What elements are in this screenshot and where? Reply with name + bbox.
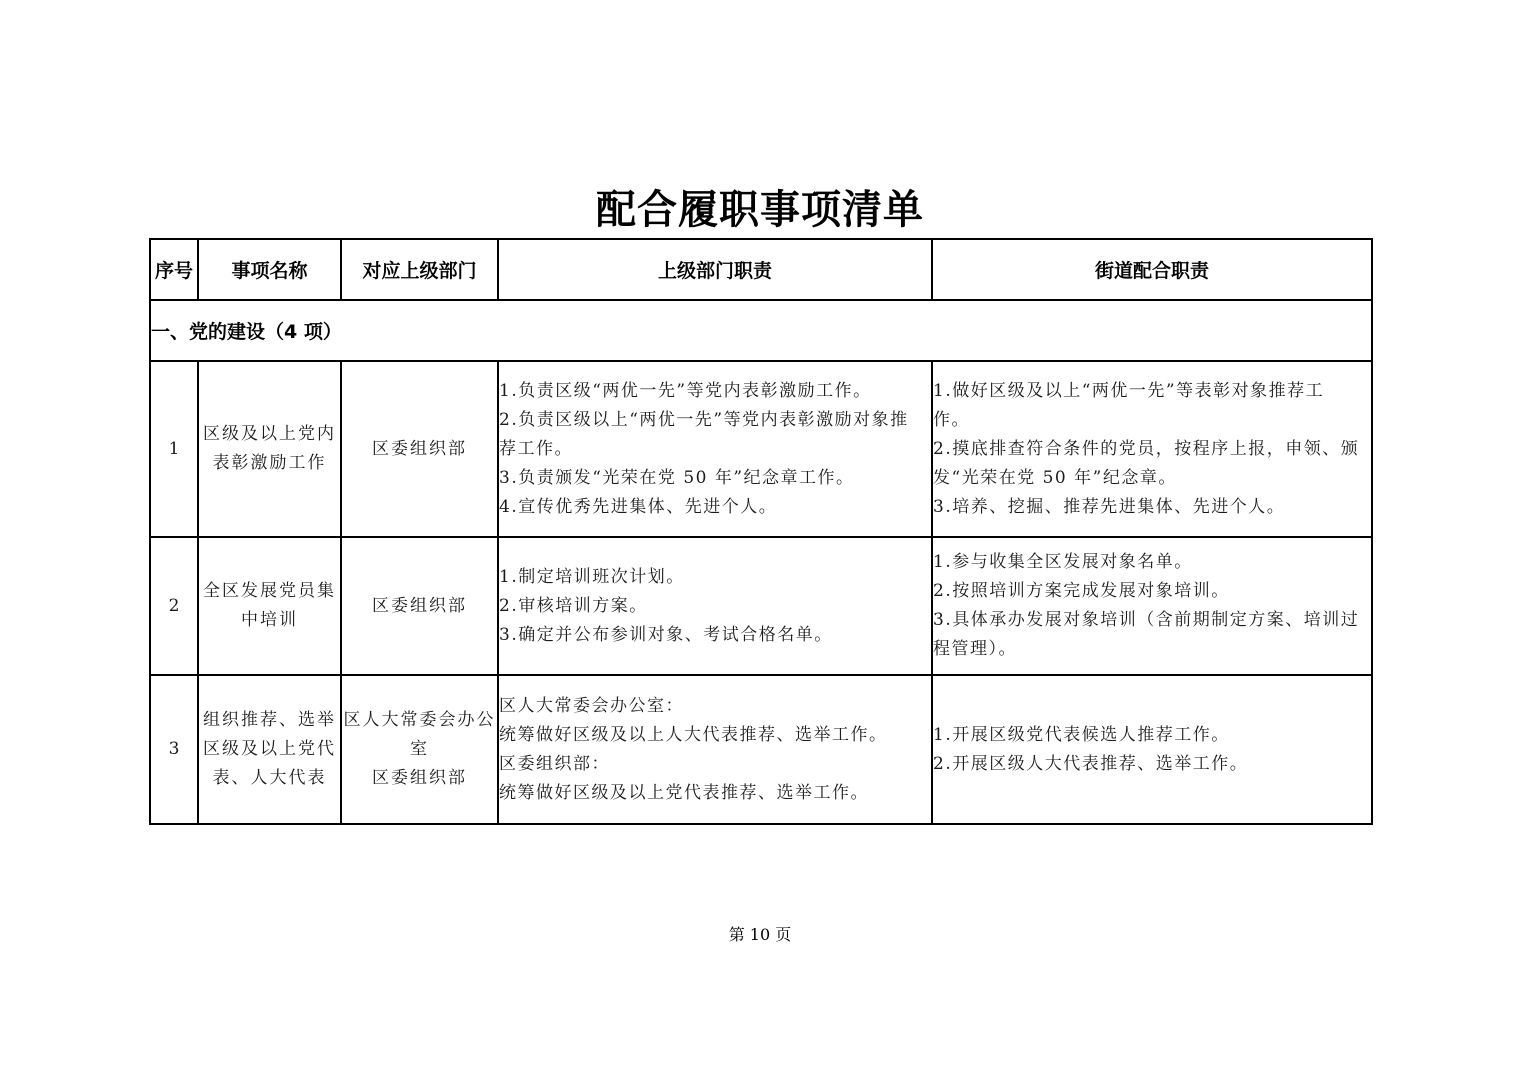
cell-line: 表彰激励工作 [212,453,327,473]
cell-line: 室 [410,739,429,759]
row-item-name [198,361,341,537]
header-upper-duty: 上级部门职责 [498,239,932,300]
page-title: 配合履职事项清单 [596,187,924,233]
cell-line: 区委组织部 [372,768,467,788]
cell-line: 中培训 [241,610,298,630]
row-index: 2 [150,537,198,675]
row-upper-duty [498,675,932,824]
cell-line: 2.负责区级以上“两优一先”等党内表彰激励对象推 [499,409,909,430]
table-row [150,675,1372,824]
cell-line: 程管理）。 [933,639,1017,659]
cell-line: 作。 [933,409,970,430]
cell-line: 1.制定培训班次计划。 [499,566,685,587]
cell-line: 3.培养、挖掘、推荐先进集体、先进个人。 [933,496,1286,517]
cell-line: 1.参与收集全区发展对象名单。 [933,552,1193,572]
row-index: 1 [150,361,198,537]
cell-line: 区委组织部 [372,438,467,459]
cell-line: 发“光荣在党 50 年”纪念章。 [933,467,1177,488]
table-header-row [150,239,1372,300]
row-street-duty [932,361,1372,537]
cell-line: 组织推荐、选举 [203,710,336,730]
table-row [150,361,1372,537]
cell-line: 1.做好区级及以上“两优一先”等表彰对象推荐工 [933,380,1325,401]
header-upper-dept: 对应上级部门 [341,239,498,300]
header-item-name: 事项名称 [198,239,341,300]
table-row [150,537,1372,675]
row-upper-dept [341,361,498,537]
cell-line: 4.宣传优秀先进集体、先进个人。 [499,496,778,517]
cell-line: 区人大常委会办公 [343,710,496,730]
cell-line: 区级及以上党内 [203,424,336,444]
cell-line: 2.摸底排查符合条件的党员，按程序上报，申领、颁 [933,438,1360,459]
row-upper-duty [498,361,932,537]
cell-line: 3.负责颁发“光荣在党 50 年”纪念章工作。 [499,467,855,488]
row-street-duty [932,675,1372,824]
cell-line: 1.负责区级“两优一先”等党内表彰激励工作。 [499,380,872,401]
cell-line: 2.开展区级人大代表推荐、选举工作。 [933,753,1249,774]
header-index: 序号 [150,239,198,300]
cell-line: 区级及以上党代 [203,739,336,759]
row-upper-dept [341,675,498,824]
cell-line: 统筹做好区级及以上人大代表推荐、选举工作。 [499,724,888,745]
row-item-name [198,537,341,675]
row-index: 3 [150,675,198,824]
cell-line: 荐工作。 [499,438,573,459]
row-street-duty [932,537,1372,675]
cell-line: 3.确定并公布参训对象、考试合格名单。 [499,624,833,645]
cell-line: 2.按照培训方案完成发展对象培训。 [933,581,1230,601]
page-number: 第 10 页 [728,925,792,944]
row-upper-dept [341,537,498,675]
row-item-name [198,675,341,824]
cell-line: 表、人大代表 [212,768,327,788]
cell-line: 2.审核培训方案。 [499,595,648,616]
section-title: 一、党的建设（4 项） [150,300,1372,361]
cell-line: 1.开展区级党代表候选人推荐工作。 [933,724,1230,745]
duty-table [149,238,1373,825]
section-row [150,300,1372,361]
cell-line: 全区发展党员集 [203,581,336,601]
cell-line: 区委组织部 [372,595,467,616]
cell-line: 区委组织部： [499,753,610,774]
cell-line: 3.具体承办发展对象培训（含前期制定方案、培训过 [933,610,1360,630]
cell-line: 统筹做好区级及以上党代表推荐、选举工作。 [499,782,869,803]
row-upper-duty [498,537,932,675]
cell-line: 区人大常委会办公室： [499,695,684,716]
header-street-duty: 街道配合职责 [932,239,1372,300]
